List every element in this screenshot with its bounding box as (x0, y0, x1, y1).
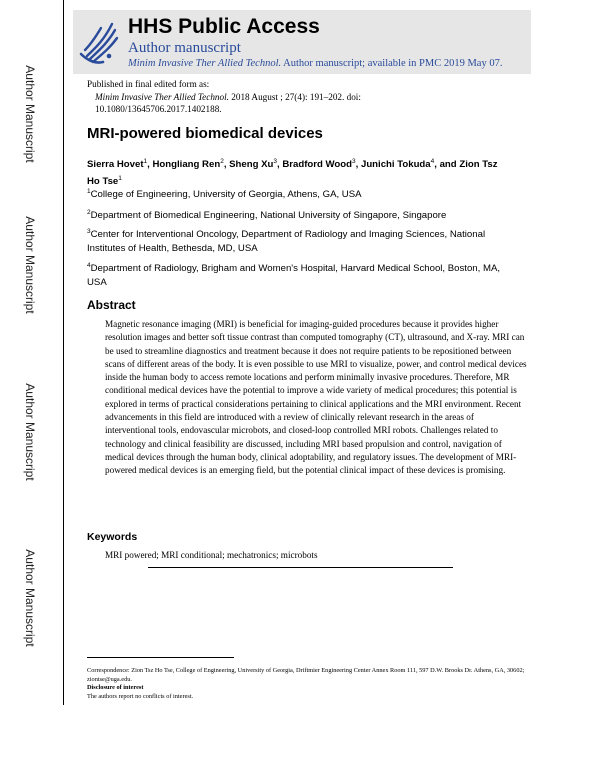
author-name[interactable]: Bradford Wood (282, 159, 353, 171)
affiliation (87, 259, 517, 289)
author-sup: 2 (220, 158, 224, 165)
author-sup: 3 (273, 158, 278, 165)
affiliation-text: Department of Biomedical Engineering, National University of Singapore, Singapore (90, 210, 447, 222)
affiliation-text: Department of Radiology, Brigham and Women's Hospital, Harvard Medical School, Boston, MA, USA (87, 263, 501, 288)
affiliation-sup: 1 (87, 188, 91, 195)
author-sup: 1 (143, 158, 148, 165)
author-name[interactable]: Sierra Hovet (87, 159, 144, 171)
author-sup: 4 (430, 158, 435, 165)
author-name[interactable]: Zion Tsz Ho Tse (87, 159, 498, 188)
author-name[interactable]: Junichi Tokuda (360, 159, 431, 171)
author-name[interactable]: Sheng Xu (229, 159, 274, 171)
affiliation (87, 206, 517, 223)
publication-info (87, 78, 361, 116)
affiliation (87, 225, 517, 255)
hhs-header (73, 10, 531, 74)
disclosure-heading: Disclosure of interest (87, 684, 144, 692)
author-sep: , and (434, 159, 460, 171)
journal-line (128, 58, 502, 69)
keywords-heading: Keywords (87, 531, 138, 543)
affiliation (87, 185, 517, 202)
abstract-body: Magnetic resonance imaging (MRI) is beneficial for imaging-guided procedures because it provides higher resolution images and better soft tissue contrast than computed tomography (CT), ultrasound, and X-ray. MRI can be used to streamline diagnostics and treatment because it does not require patients to be repositioned between scans of different areas of the body. It is even possible to use MRI to visualize, power, and control medical devices inside the human body to access remote locations and perform minimally invasive procedures. Therefore, MR conditional medical devices have the potential to improve a wide variety of medical procedures; this potential is explored in terms of practical considerations pertaining to clinical applications and the MRI environment. Recent advancements in this field are introduced with a review of clinically relevant research in the areas of interventional tools, endovascular microbots, and closed-loop controlled MRI robots. Challenges related to technology and clinical feasibility are discussed, including MRI based propulsion and control, navigation of medical devices through the human body, clinical adoptability, and regulatory issues. The development of MRI-powered medical devices is an emerging field, but the potential clinical impact of these devices is promising. (105, 319, 527, 476)
published-label: Published in final edited form as: (87, 79, 210, 89)
citation-details: 2018 August ; 27(4): 191–202. doi: (228, 91, 361, 102)
author-name[interactable]: Hongliang Ren (152, 159, 221, 171)
hhs-eagle-logo-icon (79, 16, 119, 68)
author-manuscript-label: Author manuscript (128, 40, 241, 56)
footnotes (87, 667, 527, 701)
author-sup: 1 (118, 175, 122, 183)
author-sep: , (355, 159, 361, 171)
affiliation-sup: 4 (87, 262, 91, 269)
citation-journal: Minim Invasive Ther Allied Technol. (95, 91, 229, 102)
footnote-rule (87, 657, 234, 658)
doi[interactable]: 10.1080/13645706.2017.1402188. (95, 104, 222, 114)
author-sup: 3 (352, 158, 356, 165)
keywords-list: MRI powered; MRI conditional; mechatronics; microbots (105, 550, 318, 560)
author-sep: , (277, 159, 283, 171)
affiliation-text: Center for Interventional Oncology, Department of Radiology and Imaging Sciences, National Institutes of Health, Bethesda, MD, USA (87, 229, 486, 254)
correspondence-note: Correspondence: Zion Tsz Ho Tse, College of Engineering, University of Georgia, Driftmier Engineering Center Annex Room 111, 597 D.W. Brooks Dr. Athens, GA, 30602; ziontse@uga.edu. (87, 667, 525, 683)
author-sep: , (223, 159, 230, 171)
affiliation-sup: 3 (87, 228, 91, 235)
affiliation-text: College of Engineering, University of Georgia, Athens, GA, USA (90, 189, 362, 201)
paper-title: MRI-powered biomedical devices (87, 125, 323, 142)
sidebar-rule (63, 0, 64, 705)
journal-name: Minim Invasive Ther Allied Technol. (128, 58, 282, 69)
abstract-heading: Abstract (87, 298, 136, 312)
disclosure-text: The authors report no conflicts of interest. (87, 692, 194, 700)
separator-rule (148, 567, 453, 568)
citation-line (87, 91, 361, 104)
hhs-title: HHS Public Access (128, 15, 320, 38)
affiliation-sup: 2 (87, 209, 91, 216)
author-sep: , (147, 159, 153, 171)
journal-status: Author manuscript; available in PMC 2019 May 07. (281, 58, 503, 69)
